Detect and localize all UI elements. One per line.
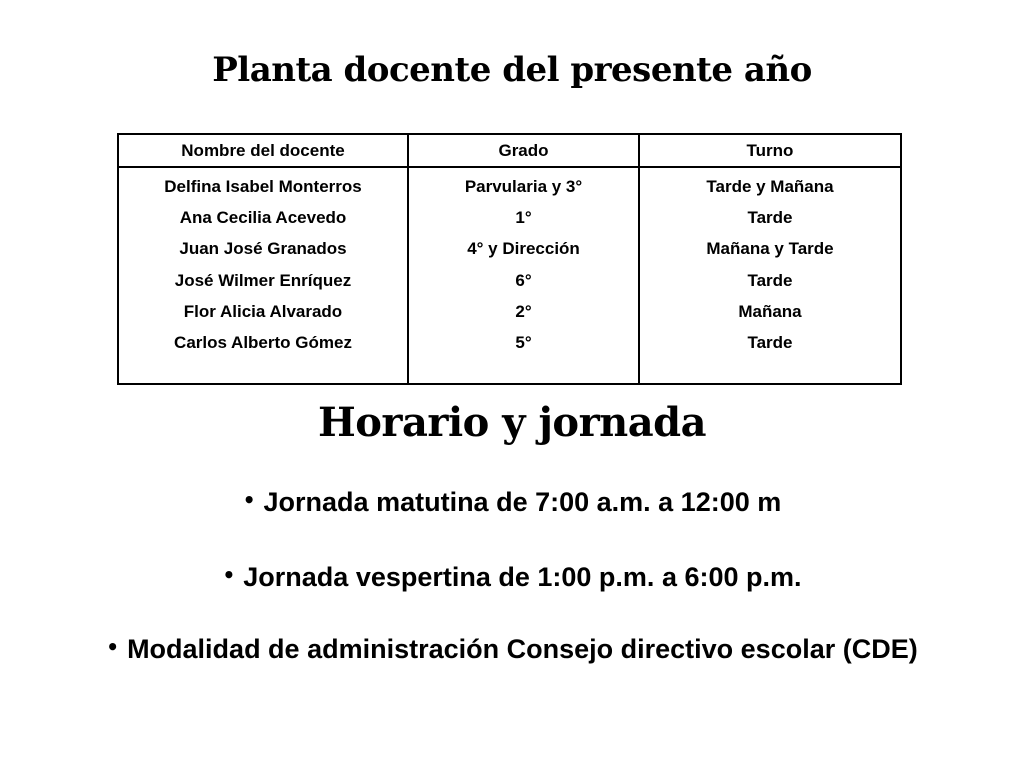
column-header-grade: Grado [408, 134, 639, 167]
table-cell-grade: 2° [515, 301, 532, 321]
table-header-row [118, 134, 901, 167]
table-cell-name: Juan José Granados [179, 239, 347, 259]
section-title: Horario y jornada [317, 399, 707, 446]
table-cell-name: Delfina Isabel Monterros [164, 177, 362, 196]
table-cell-shift: Tarde [747, 333, 793, 353]
bullet-icon: • [222, 563, 236, 587]
bullet-icon: • [242, 488, 256, 512]
table-cell-shift: Tarde [747, 270, 793, 290]
table-cell-grade: Parvularia y 3° [464, 177, 583, 196]
column-names [118, 167, 408, 384]
page-title: Planta docente del presente año [212, 50, 812, 90]
bullet-item-administration [0, 625, 1024, 671]
bullet-text: Modalidad de administración Consejo directivo escolar (CDE) [127, 634, 918, 664]
table-cell-shift: Tarde [747, 208, 793, 228]
bullet-item-afternoon [0, 553, 1024, 599]
table-cell-grade: 6° [515, 270, 532, 290]
bullet-text: Jornada matutina de 7:00 a.m. a 12:00 m [263, 487, 782, 517]
table-cell-name: Ana Cecilia Acevedo [179, 208, 347, 228]
table-cell-shift: Tarde y Mañana [706, 177, 834, 196]
column-header-shift: Turno [639, 134, 901, 167]
table-cell-name: Flor Alicia Alvarado [183, 301, 343, 321]
column-grades [408, 167, 639, 384]
bullet-item-morning [0, 478, 1024, 524]
table-cell-grade: 4° y Dirección [467, 239, 580, 259]
column-header-name: Nombre del docente [118, 134, 408, 167]
table-cell-shift: Mañana y Tarde [706, 239, 834, 259]
bullet-text: Jornada vespertina de 1:00 p.m. a 6:00 p.m. [243, 562, 802, 592]
table-cell-grade: 5° [515, 333, 532, 353]
table-cell-name: José Wilmer Enríquez [174, 270, 352, 290]
table-body-row [118, 167, 901, 384]
staff-table [117, 133, 902, 385]
table-cell-shift: Mañana [738, 301, 802, 321]
table-cell-grade: 1° [515, 208, 532, 228]
bullet-icon: • [106, 635, 120, 659]
column-shifts [639, 167, 901, 384]
table-cell-name: Carlos Alberto Gómez [174, 333, 352, 353]
